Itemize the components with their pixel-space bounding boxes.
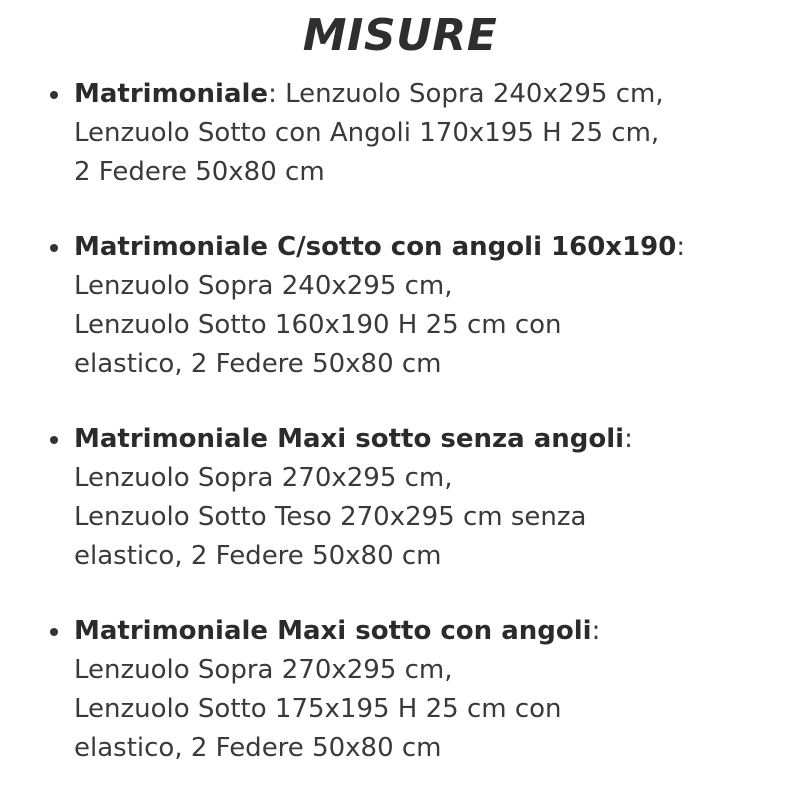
item-detail: elastico, 2 Federe 50x80 cm	[74, 349, 442, 379]
item-first-line	[74, 420, 774, 459]
item-name: Matrimoniale	[74, 79, 269, 109]
item-detail: Lenzuolo Sopra 240x295 cm,	[74, 271, 453, 301]
item-detail: :	[624, 424, 633, 454]
item-detail: Lenzuolo Sotto 175x195 H 25 cm con	[74, 694, 562, 724]
bullet-icon	[50, 91, 58, 99]
item-detail: :	[591, 616, 601, 646]
item-first-line	[74, 75, 774, 114]
item-detail: Lenzuolo Sotto Teso 270x295 cm senza	[74, 502, 587, 532]
size-list	[74, 75, 774, 768]
bullet-icon	[50, 628, 58, 636]
list-item	[74, 75, 774, 192]
item-first-line	[74, 612, 774, 651]
item-name: Matrimoniale Maxi sotto senza angoli	[74, 424, 625, 454]
item-first-line	[74, 228, 774, 267]
item-name: Matrimoniale Maxi sotto con angoli	[74, 616, 592, 646]
bullet-icon	[50, 244, 58, 252]
list-item	[74, 420, 774, 576]
item-detail: 2 Federe 50x80 cm	[74, 157, 325, 187]
item-detail: elastico, 2 Federe 50x80 cm	[74, 541, 442, 571]
item-detail: Lenzuolo Sotto 160x190 H 25 cm con	[74, 310, 562, 340]
item-detail: Lenzuolo Sopra 270x295 cm,	[74, 463, 453, 493]
item-detail: :	[676, 232, 686, 262]
list-item	[74, 612, 774, 768]
item-name: Matrimoniale C/sotto con angoli 160x190	[74, 232, 677, 262]
item-detail: Lenzuolo Sotto con Angoli 170x195 H 25 cm,	[74, 118, 660, 148]
bullet-icon	[50, 436, 58, 444]
item-detail: elastico, 2 Federe 50x80 cm	[74, 733, 442, 763]
list-item	[74, 228, 774, 384]
page-title: MISURE	[302, 10, 498, 61]
item-detail: Lenzuolo Sopra 270x295 cm,	[74, 655, 453, 685]
item-detail: : Lenzuolo Sopra 240x295 cm,	[268, 79, 664, 109]
